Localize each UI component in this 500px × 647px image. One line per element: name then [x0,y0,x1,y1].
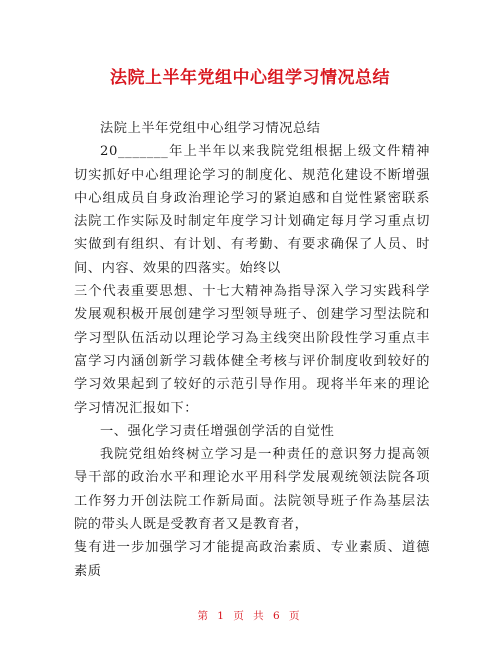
body-paragraph: 隻有进一步加强学习才能提高政治素质、专业素质、道德素质 [74,540,430,579]
document-title: 法院上半年党组中心组学习情况总结 [110,68,390,88]
page-number-footer: 第 1 页 共 6 页 [197,610,303,622]
body-paragraph: 我院党组始终树立学习是一种责任的意识努力提高领导干部的政治水平和理论水平用科学发展观统领法院各项工作努力开创法院工作新局面。法院领导班子作為基层法院的带头人既是受教育者又是教育者， [74,447,430,533]
document-body [74,117,430,583]
body-paragraph: 20_______年上半年以来我院党组根据上级文件精神切实抓好中心组理论学习的制度化、规范化建设不断增强中心组成员自身政治理论学习的紧迫感和自觉性紧密联系法院工作实际及时制定年度学习计划确定每月学习重点切实做到有组织、有计划、有考勤、有要求确保了人员、时间、内容、效果的四落实。始终以 [74,144,430,276]
body-subtitle: 法院上半年党组中心组学习情况总结 [100,121,321,136]
section-heading: 一、强化学习责任增强创学活的自觉性 [100,423,335,439]
body-paragraph: 三个代表重要思想、十七大精神為指导深入学习实践科学发展观积极开展创建学习型领导班子、创建学习型法院和学习型队伍活动以理论学习為主线突出阶段性学习重点丰富学习内涵创新学习载体健全考核与评价制度收到较好的学习效果起到了较好的示范引导作用。现将半年来的理论学习情况汇报如下： [74,284,430,416]
